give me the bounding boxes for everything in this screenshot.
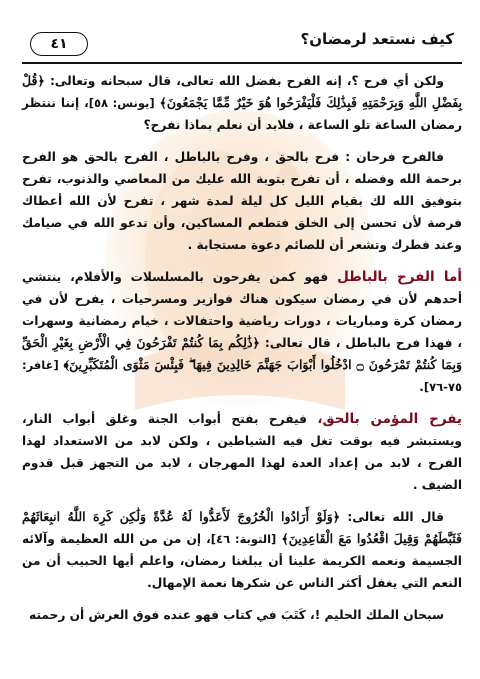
- paragraph-5-after: ، إن من من الله العظيمة وآلائه الجسيمة ونعمه الكريمة علينا أن يبلغنا رمضان، واعلم أيها الحبيب أن من النعم التي يغفل أكثر الناس عن شكرها نعمة الإمهال.: [22, 532, 462, 590]
- highlight-heading-falsehood: أما الفرح بالباطل: [337, 269, 462, 285]
- book-title: كيف نستعد لرمضان؟: [300, 30, 454, 48]
- paragraph-5-text: قال الله تعالى:: [347, 510, 444, 524]
- paragraph-1-text: ولكن أي فرح ؟، إنه الفرح بفضل الله تعالى، قال سبحانه وتعالى:: [49, 74, 444, 88]
- paragraph-3: [22, 266, 462, 398]
- verse-reference-2: [غافر: ٧٥-٧٦]: [22, 358, 462, 394]
- quran-verse-1: ﴿قُلْ بِفَضْلِ اللَّهِ وَبِرَحْمَتِهِ فَبِذَٰلِكَ فَلْيَفْرَحُوا هُوَ خَيْرٌ مِّمَّا يَجْمَعُونَ﴾: [22, 73, 462, 110]
- paragraph-4-text: فيفرح بفتح أبواب الجنة وغلق أبواب النار، ويستبشر فيه بوقت تغل فيه الشياطين ، ولكن لابد من الاستعداد لهذا الفرح ، لابد من إعداد العدة لهذا المهرجان ، لابد من التجهز قبل قدوم الضيف .: [22, 412, 462, 492]
- page-number: ٤١: [30, 32, 88, 56]
- header-rule: [22, 62, 462, 64]
- paragraph-1: [22, 70, 462, 136]
- paragraph-3-text: فهو كمن يفرحون بالمسلسلات والأفلام، ينتشي أحدهم لأن في رمضان سيكون هناك فوازير ومسرحيات ، يفرح لأن في رمضان كرة ومباريات ، دورات رياضية واحتفالات ، خيام رمضانية وسهرات ، فهذا فرح بالباطل ، قال تعالى:: [22, 270, 463, 350]
- quran-verse-3: ﴿وَلَوْ أَرَادُوا الْخُرُوجَ لَأَعَدُّوا لَهُ عُدَّةً وَلَٰكِن كَرِهَ اللَّهُ انبِعَاثَهُمْ فَثَبَّطَهُمْ وَقِيلَ اقْعُدُوا مَعَ الْقَاعِدِينَ﴾: [22, 509, 462, 546]
- paragraph-1-after: ، إننا ننتظر رمضان الساعة تلو الساعة ، فلابد أن نعلم بماذا نفرح؟: [22, 96, 462, 132]
- highlight-heading-truth: يفرح المؤمن بالحق،: [317, 411, 462, 427]
- verse-reference-1: [يونس: ٥٨]: [88, 96, 155, 110]
- page-header: [22, 28, 462, 58]
- paragraph-2-text: فالفرح فرحان : فرح بالحق ، وفرح بالباطل ، الفرح بالحق هو الفرح برحمة الله وفضله ، أن تفرح بتوبة الله عليك من المعاصي والذنوب، تفرح بتوفيق الله لك بقيام الليل كل ليلة لمدة شهر ، تفرح لأن الله أعطاك فرصة لأن تحسن إلى الخلق فتطعم المساكين، وأن تدعو الله في صيامك وعند فطرك وتشعر أن للصائم دعوة مستجابة .: [22, 150, 462, 252]
- paragraph-2: [22, 146, 462, 256]
- trailing-line: [22, 604, 462, 626]
- trailing-text: سبحان الملك الحليم !، كَتَبَ في كتاب فهو عنده فوق العرش أن رحمته: [29, 608, 444, 622]
- page-body: [22, 70, 462, 636]
- paragraph-4: [22, 408, 462, 496]
- verse-reference-3: [التوبة: ٤٦]: [210, 532, 277, 546]
- quran-verse-2: ﴿ذَٰلِكُم بِمَا كُنتُمْ تَفْرَحُونَ فِي الْأَرْضِ بِغَيْرِ الْحَقِّ وَبِمَا كُنتُمْ تَمْرَحُونَ ۝ ادْخُلُوا أَبْوَابَ جَهَنَّمَ خَالِدِينَ فِيهَا ۖ فَبِئْسَ مَثْوَى الْمُتَكَبِّرِينَ﴾: [22, 335, 462, 372]
- paragraph-5: [22, 506, 462, 594]
- paragraph-3-after: .: [419, 380, 424, 394]
